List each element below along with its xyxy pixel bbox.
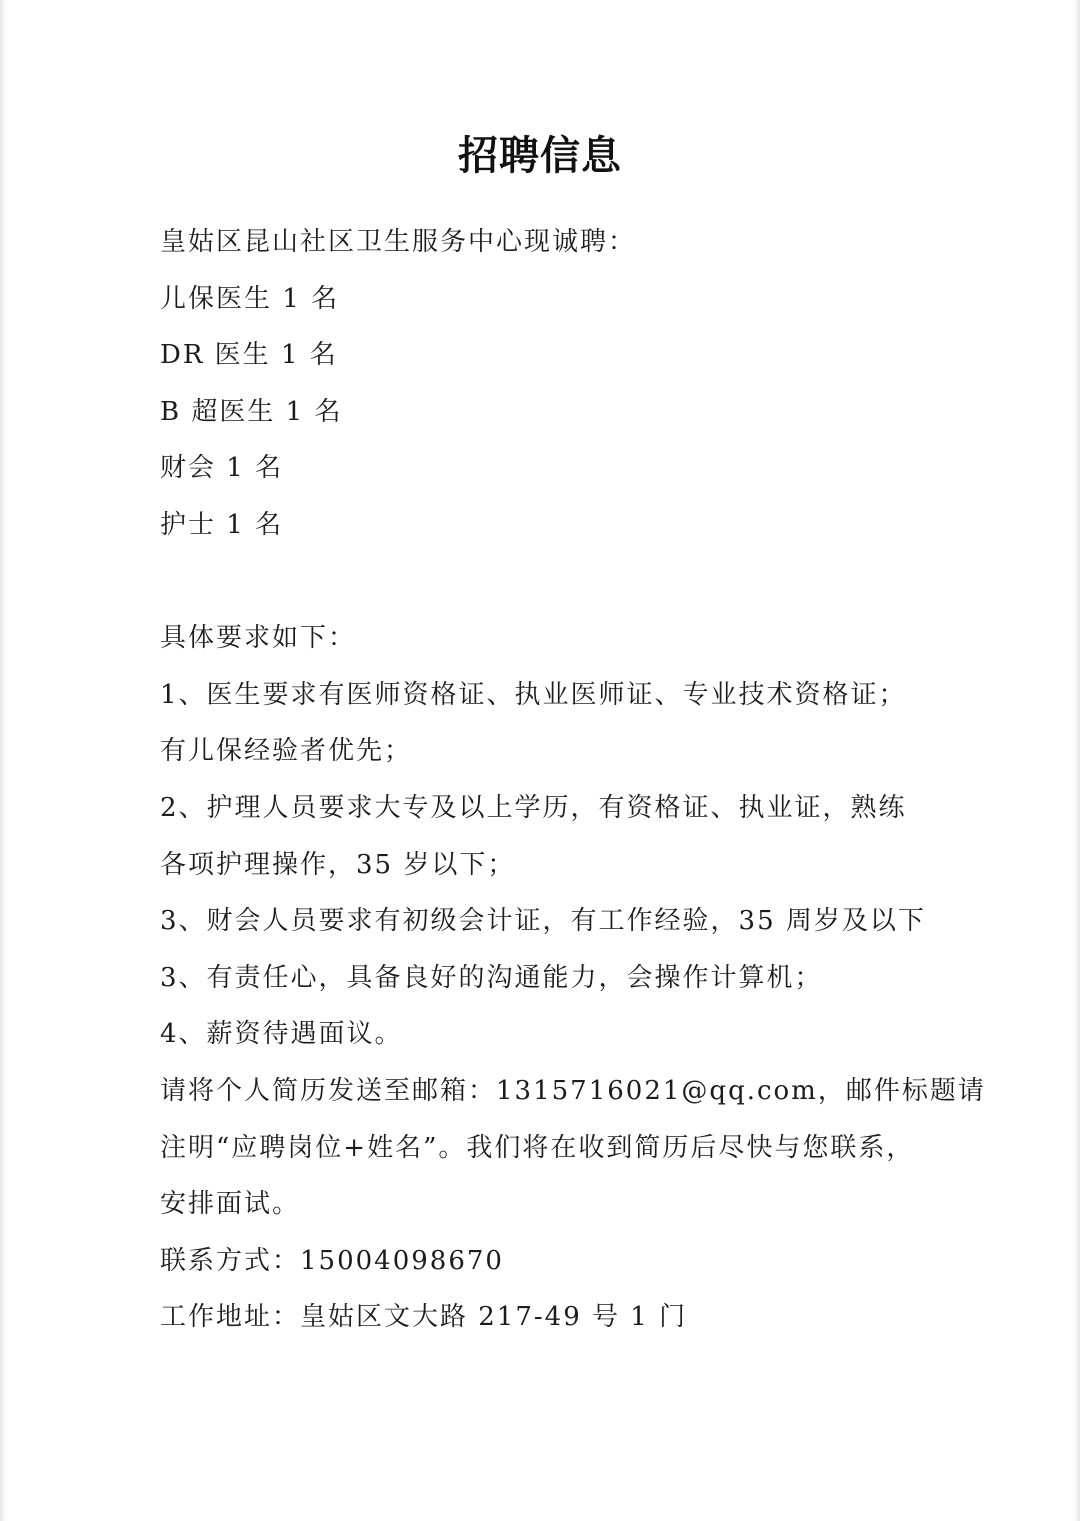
requirement-line: 3、有责任心，具备良好的沟通能力，会操作计算机； — [160, 962, 823, 993]
requirement-line: 4、薪资待遇面议。 — [160, 1019, 403, 1050]
spacer — [160, 554, 930, 611]
requirement-line: 1、医生要求有医师资格证、执业医师证、专业技术资格证； — [160, 679, 907, 710]
position-item: 财会 1 名 — [160, 453, 284, 484]
requirement-line: 2、护理人员要求大专及以上学历，有资格证、执业证，熟练 — [160, 792, 907, 823]
requirement-line: 各项护理操作，35 岁以下； — [160, 849, 516, 880]
position-item: 儿保医生 1 名 — [160, 283, 340, 314]
page-title: 招聘信息 — [458, 133, 622, 179]
page-edge-right — [1074, 0, 1080, 1521]
position-item: DR 医生 1 名 — [160, 340, 338, 371]
requirements-heading: 具体要求如下： — [160, 623, 357, 654]
application-line: 注明“应聘岗位+姓名”。我们将在收到简历后尽快与您联系， — [160, 1132, 915, 1163]
position-item: B 超医生 1 名 — [160, 396, 343, 427]
requirement-line: 3、财会人员要求有初级会计证，有工作经验，35 周岁及以下 — [160, 906, 926, 937]
application-line: 请将个人简历发送至邮箱：1315716021@qq.com，邮件标题请 — [160, 1075, 986, 1106]
page-edge-left — [0, 0, 6, 1521]
work-address: 工作地址：皇姑区文大路 217-49 号 1 门 — [160, 1302, 688, 1333]
document-body — [160, 214, 986, 1346]
position-item: 护士 1 名 — [160, 509, 284, 540]
contact-phone: 联系方式：15004098670 — [160, 1245, 504, 1276]
requirement-line: 有儿保经验者优先； — [160, 736, 413, 767]
intro-line: 皇姑区昆山社区卫生服务中心现诚聘： — [160, 227, 637, 257]
application-line: 安排面试。 — [160, 1189, 301, 1220]
